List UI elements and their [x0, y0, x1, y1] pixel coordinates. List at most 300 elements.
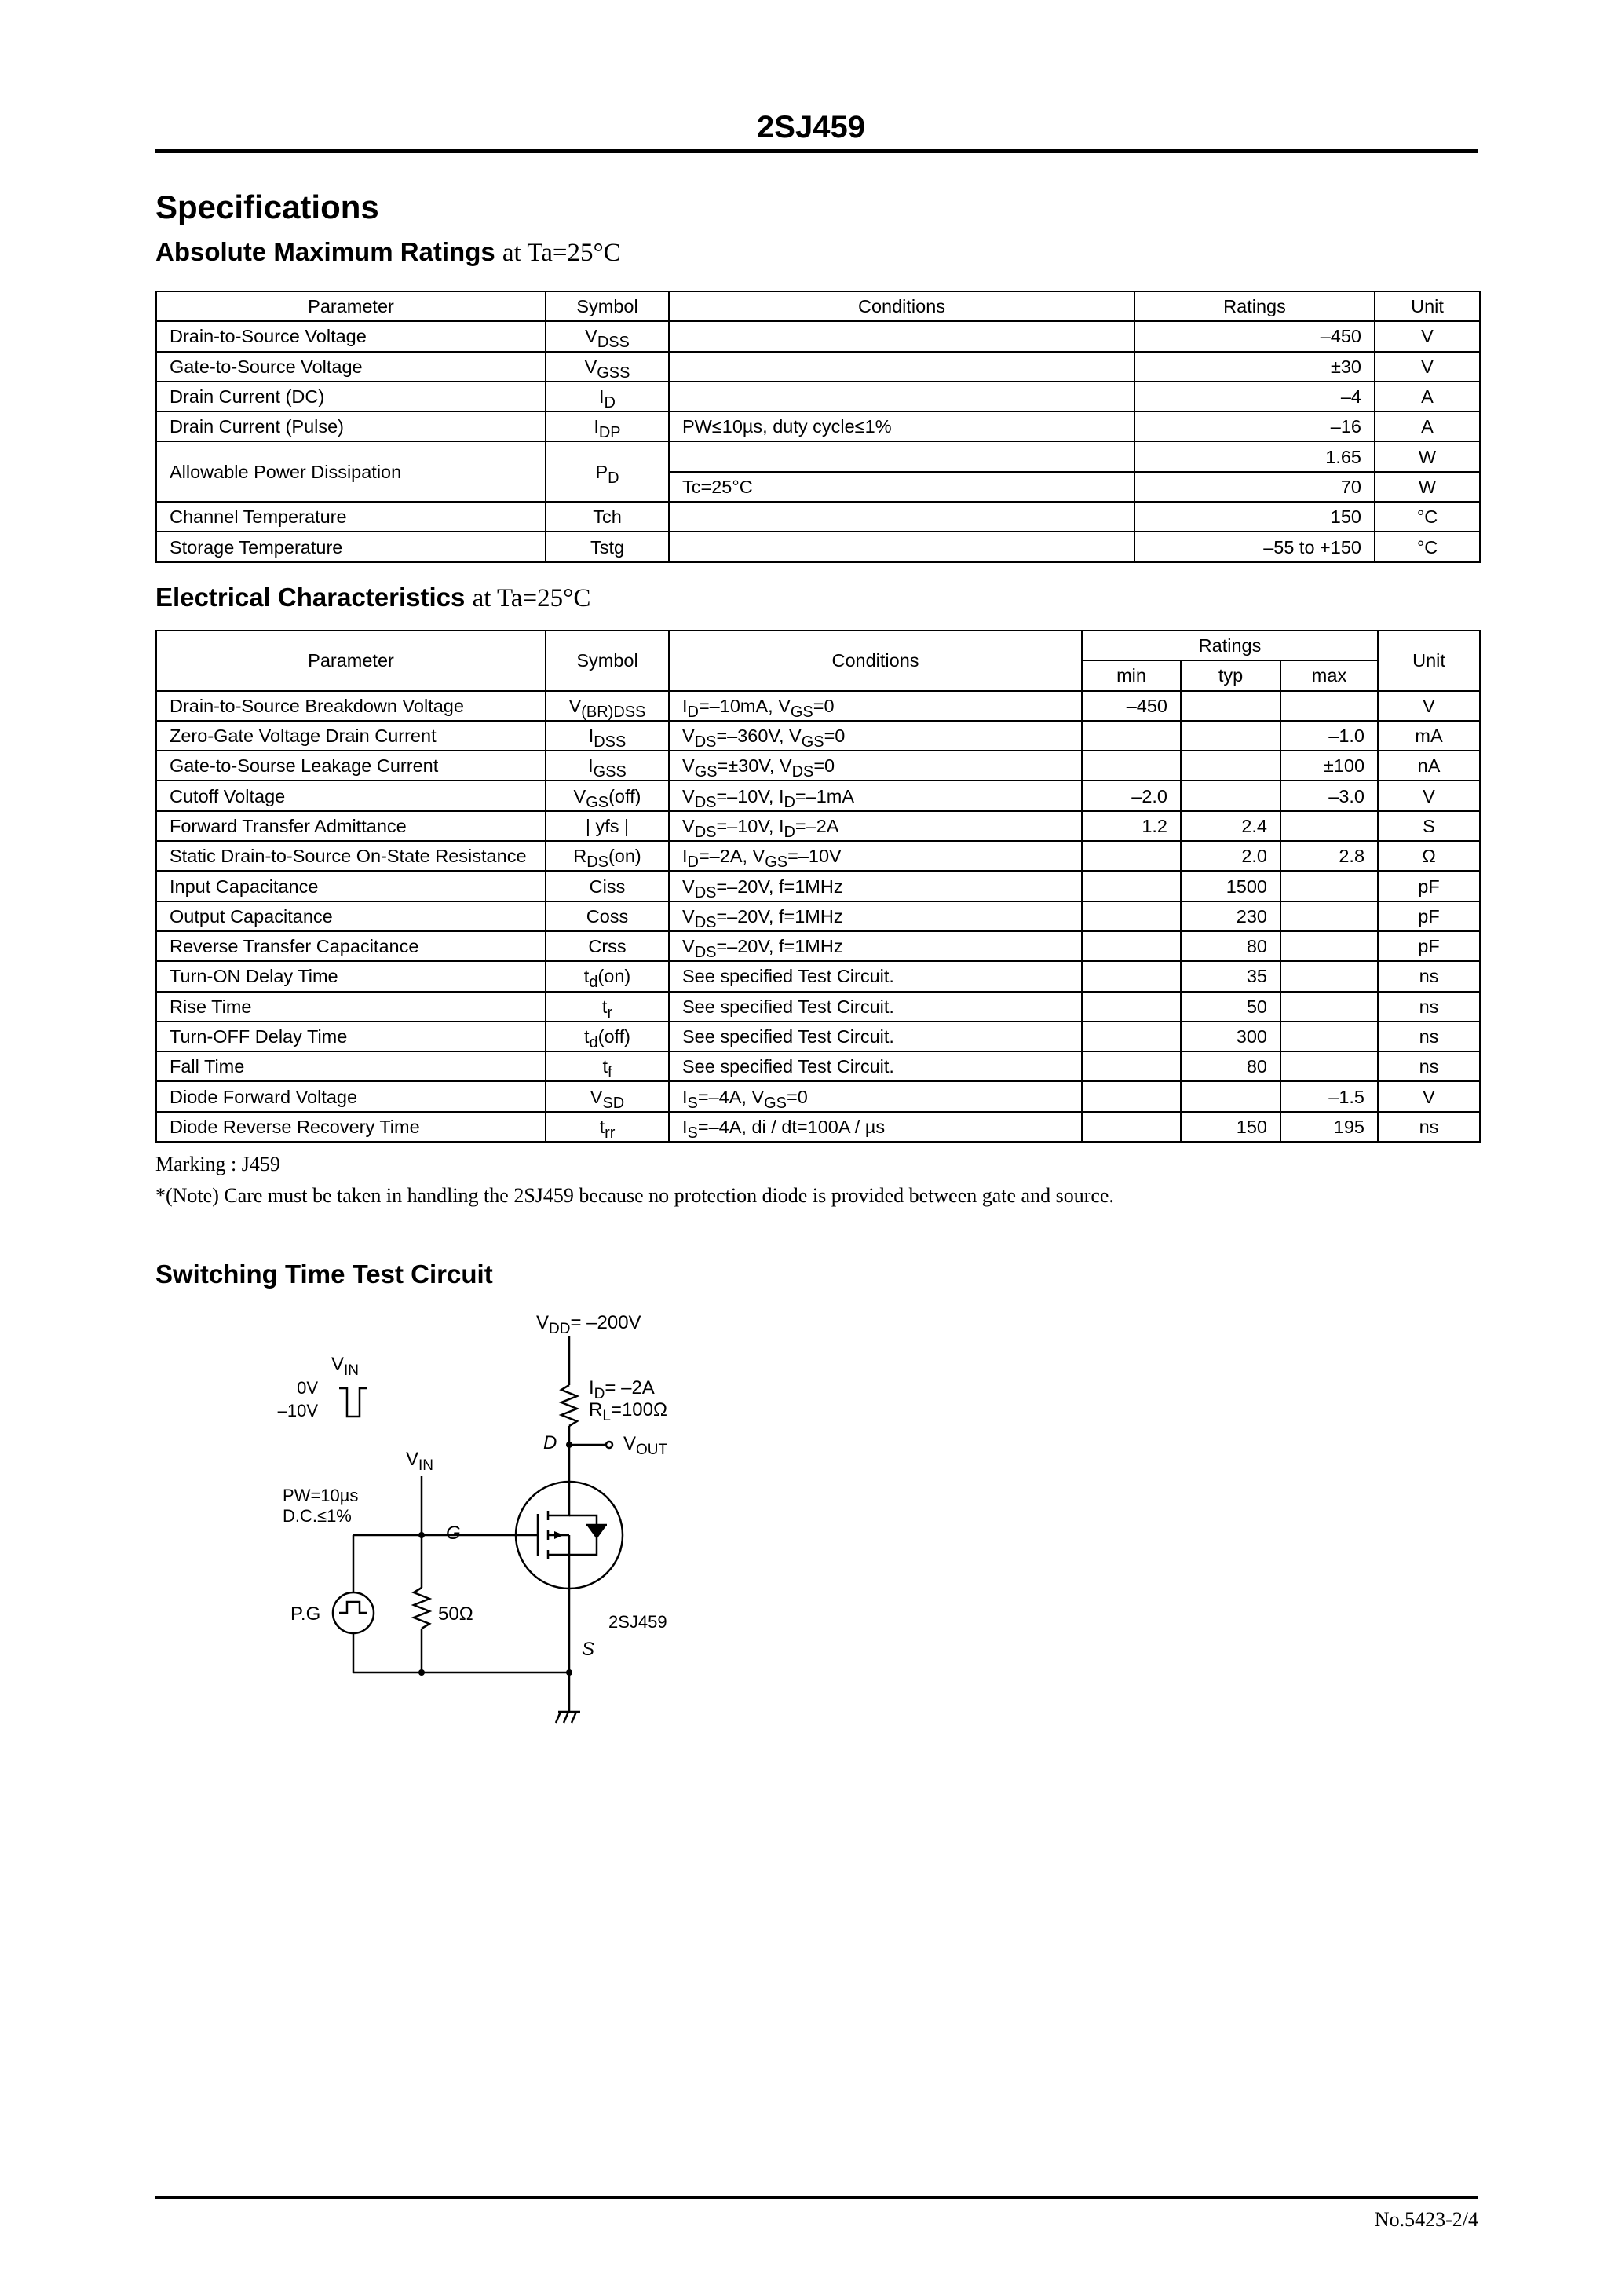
amr-parameter: Storage Temperature: [156, 532, 546, 561]
condition-text: =0: [824, 726, 846, 747]
body-diode-icon: [586, 1525, 607, 1539]
id-label: $I_D= -2A$: [589, 1377, 655, 1402]
condition-text: =0: [813, 695, 835, 716]
amr-symbol: [546, 441, 669, 502]
amr-conditions: [669, 382, 1134, 411]
vout-label: $V_{OUT}$: [623, 1433, 668, 1458]
condition-text: V: [682, 755, 695, 777]
condition-text: =–4A, V: [697, 1086, 765, 1107]
ec-typ: [1181, 751, 1280, 781]
condition-text: =–1mA: [795, 785, 855, 806]
ec-conditions: [669, 781, 1082, 810]
ec-header-min: min: [1082, 660, 1181, 690]
amr-rating: ±30: [1134, 352, 1375, 382]
ec-max: [1280, 811, 1378, 841]
ec-min: –450: [1082, 691, 1181, 721]
symbol-subscript: GSS: [597, 364, 630, 382]
ec-row: [156, 841, 1480, 871]
symbol-main: I: [594, 416, 599, 437]
ec-min: [1082, 1051, 1181, 1081]
ec-max: [1280, 901, 1378, 931]
ec-header-ratings: Ratings: [1082, 631, 1378, 660]
symbol-subscript: (BR)DSS: [581, 703, 646, 721]
condition-subscript: GS: [801, 733, 824, 751]
pulse-generator-icon: [333, 1592, 374, 1633]
ec-symbol: [546, 721, 669, 751]
condition-subscript: DS: [694, 733, 717, 751]
ec-symbol: [546, 751, 669, 781]
amr-row: [156, 441, 1480, 471]
ec-symbol: [546, 841, 669, 871]
symbol-main: V: [585, 326, 597, 347]
amr-unit: A: [1375, 411, 1480, 441]
amr-parameter: Drain Current (DC): [156, 382, 546, 411]
ec-typ: 80: [1181, 931, 1280, 961]
ec-symbol: [546, 901, 669, 931]
symbol-subscript: f: [607, 1064, 612, 1082]
ec-row: [156, 901, 1480, 931]
condition-subscript: GS: [790, 703, 813, 721]
ec-row: [156, 871, 1480, 901]
ec-header-symbol: Symbol: [546, 631, 669, 691]
condition-text: =–2A, V: [698, 846, 765, 867]
ec-condition: at Ta=25°C: [472, 584, 591, 612]
ec-min: [1082, 931, 1181, 961]
ec-unit: Ω: [1378, 841, 1480, 871]
ec-row: [156, 1112, 1480, 1142]
symbol-main: V: [590, 1086, 603, 1107]
ec-symbol: [546, 961, 669, 991]
ec-row: [156, 811, 1480, 841]
amr-unit: V: [1375, 352, 1480, 382]
amr-rating: 150: [1134, 502, 1375, 532]
ec-min: [1082, 992, 1181, 1022]
symbol-main: t: [583, 966, 590, 987]
amr-heading-text: Absolute Maximum Ratings: [155, 237, 495, 266]
ec-row: [156, 992, 1480, 1022]
ec-conditions: [669, 691, 1082, 721]
source-label: S: [582, 1639, 595, 1660]
symbol-main: V: [573, 785, 586, 806]
symbol-subscript: DSS: [594, 733, 627, 751]
rl-label: $R_L=100\Omega$: [589, 1399, 667, 1424]
amr-header-conditions: Conditions: [669, 291, 1134, 321]
switching-test-circuit: [0, 1288, 785, 1759]
condition-text: =0: [813, 755, 835, 777]
ec-symbol: [546, 871, 669, 901]
header-rule: [155, 149, 1478, 153]
ec-symbol: [546, 1051, 669, 1081]
amr-row: [156, 502, 1480, 532]
ec-typ: [1181, 1081, 1280, 1111]
ec-parameter: Fall Time: [156, 1051, 546, 1081]
symbol-main: t: [602, 1056, 608, 1077]
symbol-main: Crss: [588, 936, 627, 957]
ec-unit: pF: [1378, 931, 1480, 961]
amr-parameter: Channel Temperature: [156, 502, 546, 532]
handling-note: *(Note) Care must be taken in handling the 2SJ459 because no protection diode is provided between gate and source.: [155, 1184, 1114, 1207]
vdd-label: $V_{DD}= -200V$: [536, 1312, 641, 1337]
ec-symbol: [546, 781, 669, 810]
symbol-subscript: DP: [598, 424, 621, 442]
ec-typ: 300: [1181, 1022, 1280, 1051]
ec-header-unit: Unit: [1378, 631, 1480, 691]
ec-parameter: Diode Reverse Recovery Time: [156, 1112, 546, 1142]
condition-subscript: D: [687, 854, 699, 872]
ec-heading-text: Electrical Characteristics: [155, 583, 466, 612]
ec-unit: nA: [1378, 751, 1480, 781]
symbol-main: t: [601, 996, 608, 1017]
symbol-main: V: [584, 356, 597, 377]
symbol-main: V: [568, 695, 582, 716]
ec-min: –2.0: [1082, 781, 1181, 810]
ec-min: [1082, 901, 1181, 931]
ec-max: ±100: [1280, 751, 1378, 781]
ec-symbol: [546, 931, 669, 961]
ec-unit: mA: [1378, 721, 1480, 751]
ec-max: [1280, 931, 1378, 961]
gate-label: G: [446, 1523, 461, 1544]
ec-conditions: [669, 1112, 1082, 1142]
r50-label: 50Ω: [438, 1603, 473, 1625]
ec-unit: V: [1378, 1081, 1480, 1111]
ec-max: –1.5: [1280, 1081, 1378, 1111]
specifications-heading: Specifications: [155, 188, 379, 225]
condition-text: =–20V, f=1MHz: [716, 876, 843, 897]
amr-rating: –4: [1134, 382, 1375, 411]
ec-typ: 150: [1181, 1112, 1280, 1142]
ec-header-typ: typ: [1181, 660, 1280, 690]
vin-waveform-label: $V_{IN}$: [331, 1354, 360, 1379]
ec-header-max: max: [1280, 660, 1378, 690]
condition-text: V: [682, 785, 695, 806]
amr-symbol: [546, 352, 669, 382]
amr-symbol: [546, 382, 669, 411]
condition-subscript: D: [784, 793, 795, 811]
condition-text: I: [682, 1086, 688, 1107]
ec-row: [156, 781, 1480, 810]
amr-unit: W: [1375, 441, 1480, 471]
ec-max: [1280, 1022, 1378, 1051]
condition-text: V: [682, 905, 695, 927]
ec-min: 1.2: [1082, 811, 1181, 841]
amr-heading: [155, 237, 621, 268]
absolute-max-ratings-table: [155, 291, 1481, 563]
amr-parameter: Allowable Power Dissipation: [156, 441, 546, 502]
ec-typ: 230: [1181, 901, 1280, 931]
ec-parameter: Input Capacitance: [156, 871, 546, 901]
ec-unit: ns: [1378, 961, 1480, 991]
condition-text: =–10mA, V: [698, 695, 791, 716]
ec-min: [1082, 721, 1181, 751]
electrical-characteristics-table: [155, 630, 1481, 1143]
ec-min: [1082, 1022, 1181, 1051]
condition-subscript: DS: [791, 763, 814, 781]
condition-text: =–10V, I: [716, 785, 784, 806]
symbol-subscript: GS: [586, 793, 609, 811]
ec-conditions: [669, 721, 1082, 751]
condition-text: I: [682, 846, 688, 867]
amr-rating: –450: [1134, 321, 1375, 351]
ec-max: 195: [1280, 1112, 1378, 1142]
ec-typ: 2.4: [1181, 811, 1280, 841]
condition-subscript: DS: [694, 823, 717, 841]
circuit-heading: Switching Time Test Circuit: [155, 1260, 493, 1289]
ec-row: [156, 1022, 1480, 1051]
amr-row: [156, 352, 1480, 382]
ec-parameter: Gate-to-Sourse Leakage Current: [156, 751, 546, 781]
ec-max: [1280, 961, 1378, 991]
condition-text: See specified Test Circuit.: [682, 996, 894, 1017]
ec-parameter: Reverse Transfer Capacitance: [156, 931, 546, 961]
amr-symbol: [546, 411, 669, 441]
ec-unit: ns: [1378, 1051, 1480, 1081]
ec-conditions: [669, 751, 1082, 781]
amr-header-row: [156, 291, 1480, 321]
symbol-main: t: [599, 1116, 605, 1137]
condition-text: See specified Test Circuit.: [682, 966, 894, 987]
amr-parameter: Drain Current (Pulse): [156, 411, 546, 441]
amr-header-parameter: Parameter: [156, 291, 546, 321]
amr-unit: °C: [1375, 502, 1480, 532]
ec-symbol: [546, 811, 669, 841]
symbol-subscript: GSS: [593, 763, 627, 781]
ec-parameter: Cutoff Voltage: [156, 781, 546, 810]
ec-symbol: [546, 1112, 669, 1142]
ec-typ: 80: [1181, 1051, 1280, 1081]
amr-header-unit: Unit: [1375, 291, 1480, 321]
symbol-main: R: [573, 846, 587, 867]
amr-condition: at Ta=25°C: [502, 239, 621, 267]
symbol-subscript: d: [589, 1033, 598, 1051]
ec-typ: [1181, 721, 1280, 751]
ec-conditions: [669, 931, 1082, 961]
ec-conditions: [669, 992, 1082, 1022]
ec-parameter: Rise Time: [156, 992, 546, 1022]
symbol-main: Coss: [586, 905, 629, 927]
pg-label: P.G: [290, 1603, 321, 1625]
ec-unit: ns: [1378, 1022, 1480, 1051]
footer-rule: [155, 2196, 1478, 2199]
condition-text: V: [682, 726, 695, 747]
amr-conditions: Tc=25°C: [669, 472, 1134, 502]
amr-rating: –55 to +150: [1134, 532, 1375, 561]
amr-symbol: [546, 321, 669, 351]
ec-conditions: [669, 811, 1082, 841]
condition-subscript: DS: [694, 883, 717, 901]
symbol-main: Tch: [593, 506, 622, 528]
ec-max: –3.0: [1280, 781, 1378, 810]
load-resistor: [561, 1385, 577, 1426]
ec-min: [1082, 1081, 1181, 1111]
ec-row: [156, 691, 1480, 721]
ec-parameter: Drain-to-Source Breakdown Voltage: [156, 691, 546, 721]
condition-text: V: [682, 815, 695, 836]
condition-text: See specified Test Circuit.: [682, 1026, 894, 1047]
amr-rating: –16: [1134, 411, 1375, 441]
condition-text: =–4A, di / dt=100A / µs: [697, 1116, 886, 1137]
dc-label: D.C.≤1%: [283, 1506, 352, 1526]
neg10v-label: –10V: [277, 1401, 318, 1420]
ec-header-row-1: [156, 631, 1480, 660]
condition-subscript: DS: [694, 944, 717, 962]
ec-row: [156, 1051, 1480, 1081]
condition-text: I: [682, 695, 688, 716]
ec-symbol: [546, 691, 669, 721]
symbol-subscript: rr: [605, 1124, 616, 1142]
amr-row: [156, 321, 1480, 351]
ec-max: 2.8: [1280, 841, 1378, 871]
condition-subscript: S: [687, 1124, 698, 1142]
amr-conditions: [669, 352, 1134, 382]
symbol-main: I: [588, 726, 594, 747]
condition-subscript: D: [784, 823, 795, 841]
ec-heading: [155, 583, 590, 613]
ec-unit: V: [1378, 691, 1480, 721]
ec-symbol: [546, 992, 669, 1022]
ec-row: [156, 931, 1480, 961]
ec-conditions: [669, 871, 1082, 901]
ec-min: [1082, 1112, 1181, 1142]
condition-text: =–10V, I: [716, 815, 784, 836]
symbol-main: I: [588, 755, 594, 777]
amr-parameter: Drain-to-Source Voltage: [156, 321, 546, 351]
ec-row: [156, 721, 1480, 751]
condition-subscript: DS: [694, 913, 717, 931]
amr-conditions: [669, 321, 1134, 351]
condition-subscript: GS: [765, 854, 788, 872]
condition-text: V: [682, 936, 695, 957]
amr-conditions: [669, 441, 1134, 471]
ec-unit: ns: [1378, 992, 1480, 1022]
symbol-main: t: [584, 1026, 590, 1047]
ec-parameter: Zero-Gate Voltage Drain Current: [156, 721, 546, 751]
ec-max: [1280, 1051, 1378, 1081]
symbol-tail: (on): [597, 966, 631, 987]
ec-parameter: Forward Transfer Admittance: [156, 811, 546, 841]
amr-symbol: [546, 532, 669, 561]
symbol-main: | yfs |: [585, 815, 630, 836]
amr-unit: °C: [1375, 532, 1480, 561]
ec-unit: pF: [1378, 871, 1480, 901]
amr-rating: 1.65: [1134, 441, 1375, 471]
ec-parameter: Turn-OFF Delay Time: [156, 1022, 546, 1051]
ec-max: [1280, 691, 1378, 721]
symbol-main: P: [595, 461, 608, 482]
ec-max: [1280, 992, 1378, 1022]
document-number: No.5423-2/4: [1374, 2208, 1478, 2231]
amr-conditions: PW≤10µs, duty cycle≤1%: [669, 411, 1134, 441]
ec-typ: 2.0: [1181, 841, 1280, 871]
amr-row: [156, 411, 1480, 441]
symbol-tail: (off): [608, 785, 641, 806]
ec-row: [156, 751, 1480, 781]
ec-row: [156, 1081, 1480, 1111]
symbol-subscript: r: [607, 1004, 613, 1022]
ec-symbol: [546, 1022, 669, 1051]
amr-rating: 70: [1134, 472, 1375, 502]
ec-symbol: [546, 1081, 669, 1111]
marking-text: Marking : J459: [155, 1153, 280, 1175]
ec-min: [1082, 871, 1181, 901]
amr-conditions: [669, 502, 1134, 532]
symbol-tail: (off): [597, 1026, 630, 1047]
ec-conditions: [669, 1081, 1082, 1111]
ec-unit: pF: [1378, 901, 1480, 931]
symbol-main: Ciss: [589, 876, 626, 897]
condition-text: =–20V, f=1MHz: [716, 936, 843, 957]
symbol-subscript: DSS: [597, 334, 630, 352]
ec-min: [1082, 751, 1181, 781]
device-label: 2SJ459: [608, 1612, 667, 1632]
ec-conditions: [669, 1022, 1082, 1051]
ec-typ: 50: [1181, 992, 1280, 1022]
condition-text: I: [682, 1116, 688, 1137]
condition-text: See specified Test Circuit.: [682, 1056, 894, 1077]
condition-subscript: S: [687, 1094, 698, 1112]
symbol-subscript: D: [604, 394, 616, 412]
amr-row: [156, 532, 1480, 561]
symbol-main: I: [599, 386, 605, 408]
amr-header-symbol: Symbol: [546, 291, 669, 321]
zero-v-label: 0V: [297, 1378, 318, 1398]
amr-parameter: Gate-to-Source Voltage: [156, 352, 546, 382]
ec-conditions: [669, 841, 1082, 871]
ec-typ: 1500: [1181, 871, 1280, 901]
symbol-main: Tstg: [590, 536, 625, 558]
condition-text: =±30V, V: [717, 755, 792, 777]
ec-parameter: Output Capacitance: [156, 901, 546, 931]
ec-conditions: [669, 961, 1082, 991]
ec-unit: S: [1378, 811, 1480, 841]
condition-text: =0: [787, 1086, 808, 1107]
vout-terminal: [606, 1442, 612, 1448]
ec-row: [156, 961, 1480, 991]
condition-text: =–360V, V: [716, 726, 802, 747]
symbol-tail: (on): [608, 846, 641, 867]
ec-min: [1082, 961, 1181, 991]
ec-typ: 35: [1181, 961, 1280, 991]
amr-unit: W: [1375, 472, 1480, 502]
ec-header-conditions: Conditions: [669, 631, 1082, 691]
amr-conditions: [669, 532, 1134, 561]
vin-waveform-icon: [339, 1388, 367, 1417]
ec-header-parameter: Parameter: [156, 631, 546, 691]
vin-node-label: $V_{IN}$: [406, 1449, 434, 1474]
pw-label: PW=10µs: [283, 1486, 359, 1505]
amr-header-ratings: Ratings: [1134, 291, 1375, 321]
ec-max: [1280, 871, 1378, 901]
ec-parameter: Static Drain-to-Source On-State Resistance: [156, 841, 546, 871]
ec-max: –1.0: [1280, 721, 1378, 751]
ec-typ: [1181, 781, 1280, 810]
symbol-subscript: d: [589, 974, 598, 992]
condition-subscript: GS: [764, 1094, 787, 1112]
amr-unit: V: [1375, 321, 1480, 351]
ec-unit: V: [1378, 781, 1480, 810]
r50-resistor: [414, 1588, 429, 1629]
amr-symbol: [546, 502, 669, 532]
condition-subscript: D: [687, 703, 699, 721]
ec-parameter: Diode Forward Voltage: [156, 1081, 546, 1111]
condition-text: =–2A: [795, 815, 839, 836]
ec-typ: [1181, 691, 1280, 721]
condition-text: =–10V: [787, 846, 842, 867]
symbol-subscript: SD: [602, 1094, 625, 1112]
ec-unit: ns: [1378, 1112, 1480, 1142]
ec-parameter: Turn-ON Delay Time: [156, 961, 546, 991]
document-title: 2SJ459: [757, 110, 865, 144]
